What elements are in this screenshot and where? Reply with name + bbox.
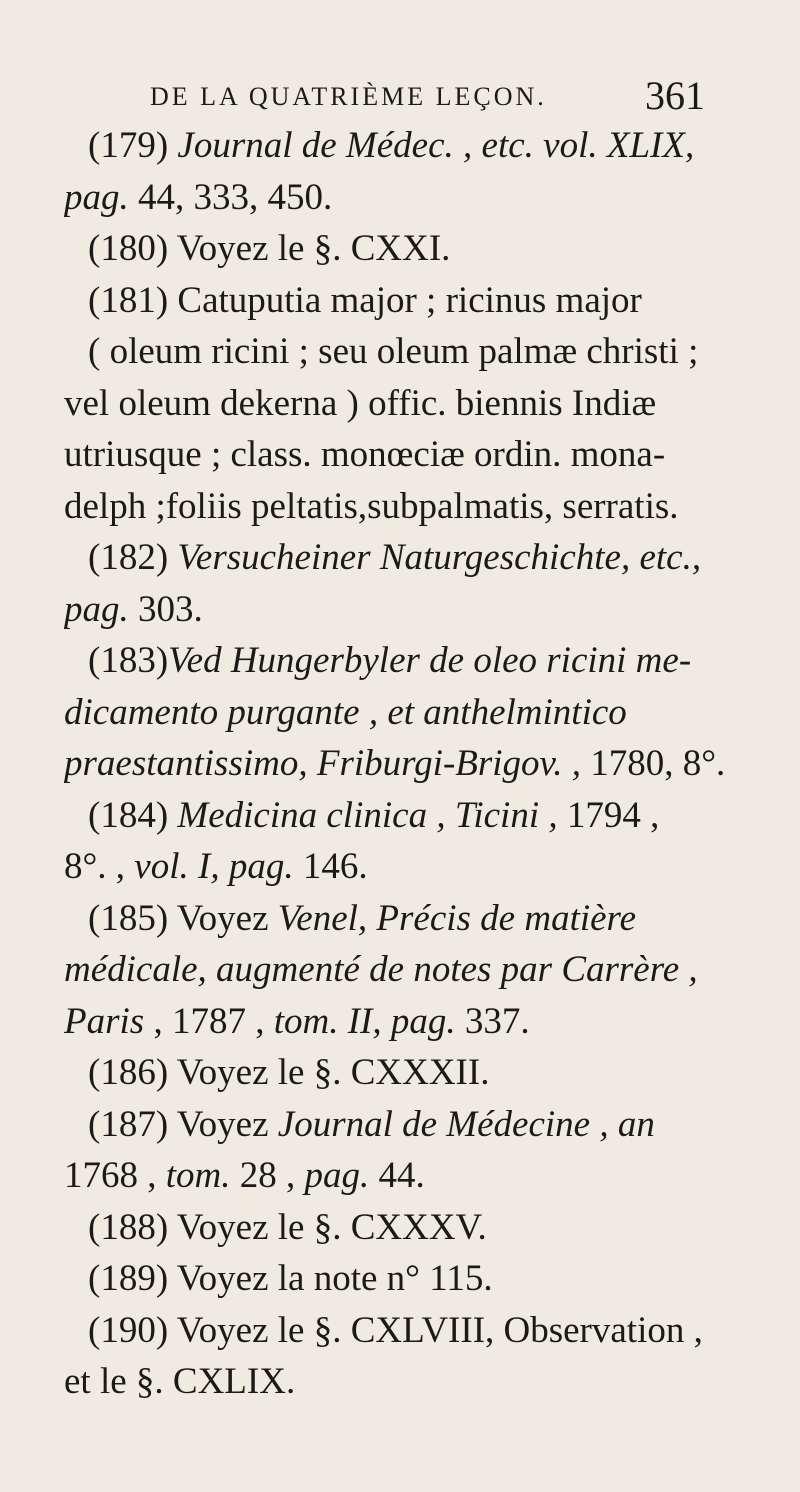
text-segment: 1768 , [64, 1155, 166, 1196]
text-line [64, 1099, 764, 1151]
text-line [64, 429, 764, 481]
italic-text: Versucheiner Naturgeschichte, etc., [177, 537, 702, 578]
italic-text: dicamento purgante , et anthelmintico [64, 691, 627, 733]
text-line [64, 1047, 764, 1099]
text-line [64, 1305, 764, 1357]
text-segment: (182) [88, 537, 178, 578]
text-segment: 44, 333, 450. [128, 176, 333, 218]
text-line [64, 223, 764, 275]
text-line [64, 1356, 764, 1408]
text-line [64, 378, 764, 430]
text-line [64, 738, 764, 790]
italic-text: pag. [64, 588, 129, 630]
text-segment: (179) [88, 125, 178, 166]
text-segment: 337. [455, 1000, 530, 1042]
italic-text: médicale, augmenté de notes par Carrère , [64, 949, 698, 990]
text-line [64, 275, 764, 327]
text-segment: (180) Voyez le §. CXXI. [88, 228, 451, 269]
text-segment: (190) Voyez le §. CXLVIII, Observation , [88, 1309, 703, 1351]
italic-text: Ved Hungerbyler de oleo ricini me- [168, 640, 692, 681]
text-segment: 44. [369, 1155, 425, 1196]
text-line [64, 687, 764, 739]
text-segment: , 1787 , [144, 1000, 274, 1042]
italic-text: Journal de Médec. , etc. vol. XLIX, [177, 125, 695, 166]
text-segment: (185) Voyez [88, 897, 278, 939]
running-header [150, 60, 705, 116]
text-segment: (188) Voyez le §. CXXXV. [88, 1206, 487, 1248]
text-segment: 28 , [230, 1155, 305, 1196]
text-segment: (186) Voyez le §. CXXXII. [88, 1052, 490, 1093]
text-segment: 303. [128, 588, 203, 630]
text-line [64, 481, 764, 533]
italic-text: tom. [165, 1155, 231, 1196]
italic-text: vol. I, pag. [134, 846, 294, 887]
text-line [64, 790, 764, 842]
text-segment: et le §. CXLIX. [64, 1361, 296, 1402]
text-segment: (187) Voyez [88, 1103, 278, 1145]
text-segment: 8°. , [64, 846, 135, 887]
text-line [64, 944, 764, 996]
text-line [64, 172, 764, 224]
text-line [64, 841, 764, 893]
running-title: DE LA QUATRIÈME LEÇON. [150, 82, 547, 111]
text-segment: 1794 , [557, 794, 660, 836]
text-line [64, 1202, 764, 1254]
text-segment: ( oleum ricini ; seu oleum palmæ christi ; [88, 331, 699, 372]
footnotes-block [64, 120, 764, 1408]
text-line [64, 120, 764, 172]
text-segment: (183) [88, 640, 169, 681]
text-line [64, 996, 764, 1048]
text-line [64, 1150, 764, 1202]
text-line [64, 584, 764, 636]
italic-text: pag. [304, 1155, 370, 1196]
text-segment: 146. [293, 846, 368, 887]
text-line [64, 532, 764, 584]
text-segment: (189) Voyez la note n° 115. [88, 1258, 493, 1299]
page-number: 361 [645, 73, 705, 118]
text-segment: 1780, 8°. [580, 743, 726, 784]
italic-text: Journal de Médecine , an [277, 1103, 655, 1145]
text-segment: vel oleum dekerna ) offic. biennis Indiæ [64, 382, 657, 424]
italic-text: Venel, Précis de matière [277, 897, 637, 939]
italic-text: praestantissimo, Friburgi-Brigov. , [64, 743, 581, 784]
text-segment: delph ;foliis peltatis,subpalmatis, serratis. [64, 485, 679, 527]
text-line [64, 326, 764, 378]
italic-text: Medicina clinica , Ticini , [177, 794, 558, 836]
text-segment: utriusque ; class. monœciæ ordin. mona- [64, 434, 666, 475]
text-segment: (181) Catuputia major ; ricinus major [88, 279, 642, 321]
italic-text: tom. II, pag. [273, 1000, 456, 1042]
text-line [64, 1253, 764, 1305]
text-line [64, 635, 764, 687]
text-segment: (184) [88, 794, 178, 836]
italic-text: Paris [64, 1000, 145, 1042]
text-line [64, 893, 764, 945]
italic-text: pag. [64, 176, 129, 218]
